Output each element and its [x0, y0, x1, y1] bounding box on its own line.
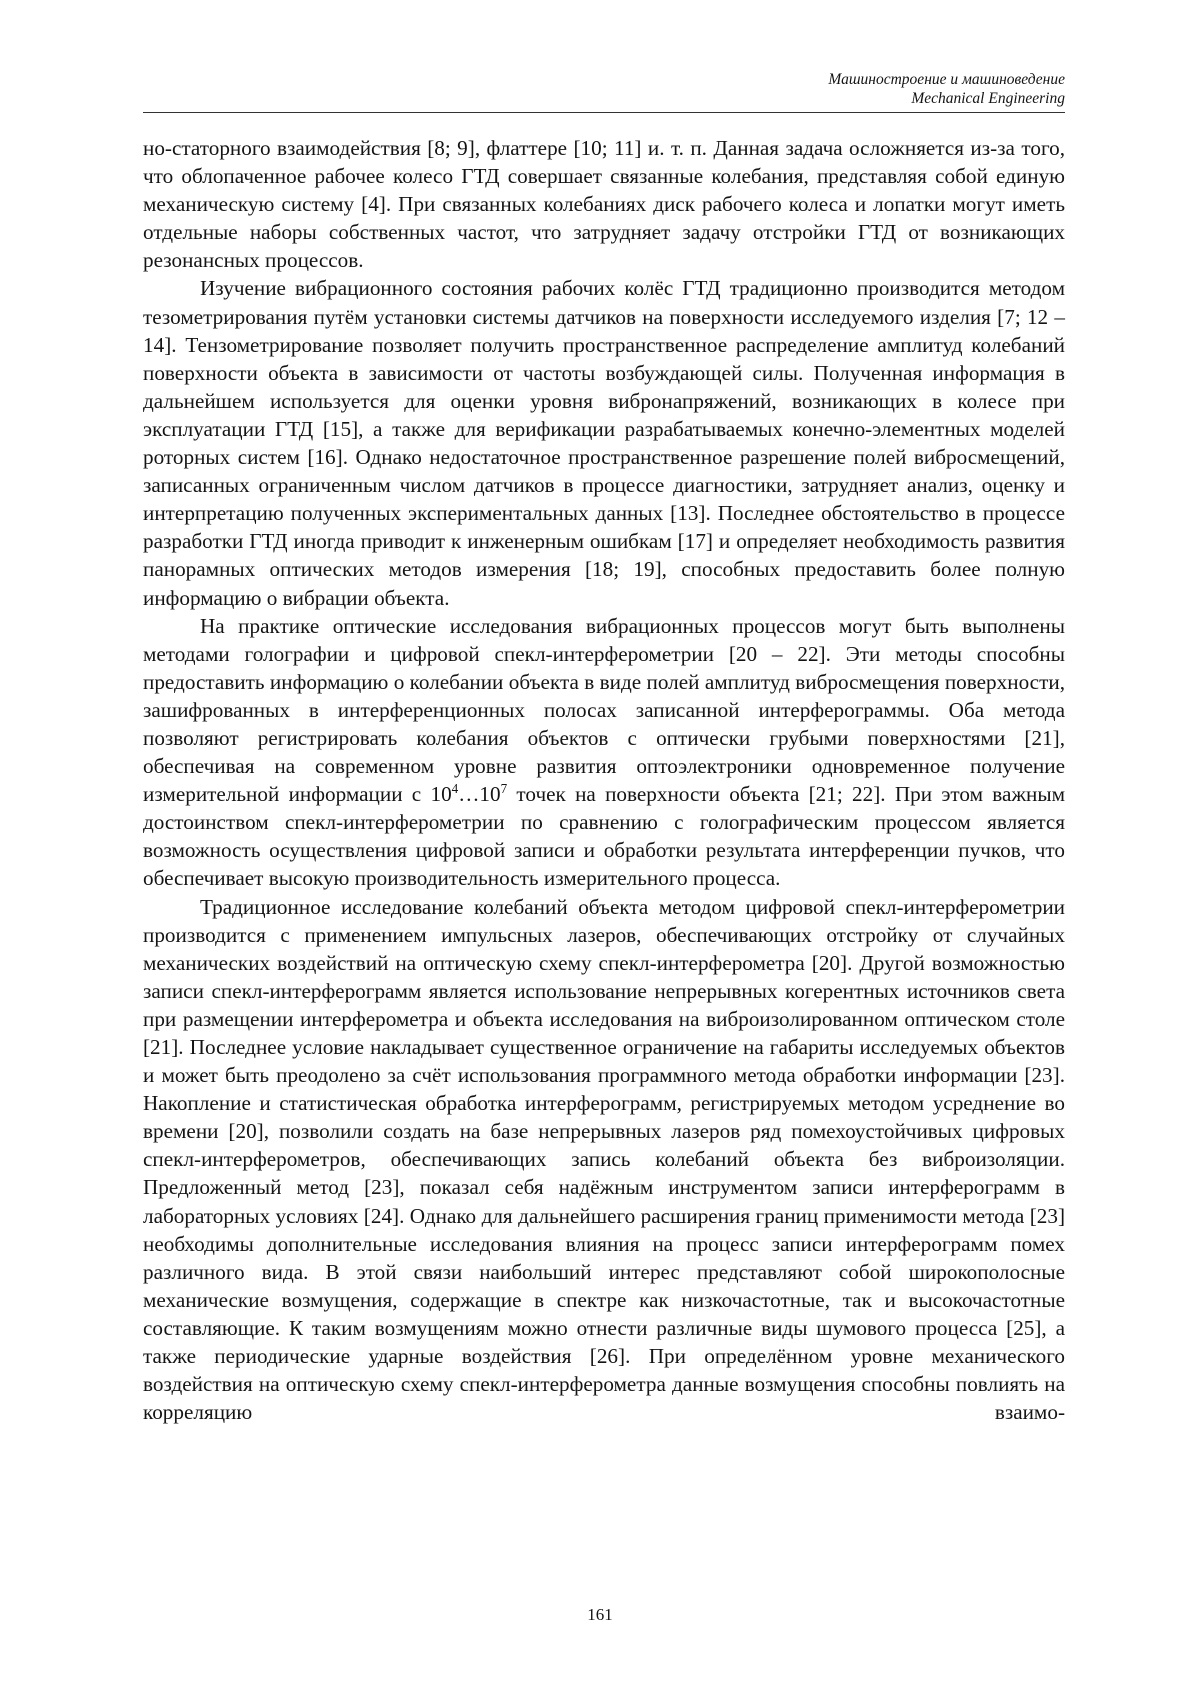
paragraph-3-text-end: точек на поверхности объекта [21; 22]. При этом важным достоинством спекл-интерферометрии по сравнению с голографическим процессом является возможность осуществления цифровой записи и обработки результата интерференции пучков, что обеспечивает высокую производительность измерительного процесса.	[143, 782, 1066, 891]
exponent-7: 7	[500, 781, 508, 797]
paragraph-1: но-статорного взаимодействия [8; 9], флаттере [10; 11] и. т. п. Данная задача осложняется из-за того, что облопаченное рабочее колесо ГТД совершает связанные колебания, представляя собой единую механическую систему [4]. При связанных колебаниях диск рабочего колеса и лопатки могут иметь отдельные наборы собственных частот, что затрудняет задачу отстройки ГТД от возникающих резонансных процессов.	[143, 136, 1065, 273]
paragraph-2: Изучение вибрационного состояния рабочих колёс ГТД традиционно производится методом тезометрирования путём установки системы датчиков на поверхности исследуемого изделия [7; 12 – 14]. Тензометрирование позволяет получить пространственное распределение амплитуд колебаний поверхности объекта в зависимости от частоты возбуждающей силы. Полученная информация в дальнейшем используется для оценки уровня вибронапряжений, возникающих в колесе при эксплуатации ГТД [15], а также для верификации разрабатываемых конечно-элементных моделей роторных систем [16]. Однако недостаточное пространственное разрешение полей вибросмещений, записанных ограниченным числом датчиков в процессе диагностики, затрудняет анализ, оценку и интерпретацию полученных экспериментальных данных [13]. Последнее обстоятельство в процессе разработки ГТД иногда приводит к инженерным ошибкам [17] и определяет необходимость развития панорамных оптических методов измерения [18; 19], способных предоставить более полную информацию о вибрации объекта.	[143, 276, 1065, 610]
running-header	[143, 70, 1065, 108]
exponent-4: 4	[451, 781, 459, 797]
paragraph-3-text-start: На практике оптические исследования вибрационных процессов могут быть выполнены методами голографии и цифровой спекл-интерферометрии [20 – 22]. Эти методы способны предоставить информацию о колебании объекта в виде полей амплитуд вибросмещения поверхности, зашифрованных в интерференционных полосах записанной интерферограммы. Оба метода позволяют регистрировать колебания объектов с оптически грубыми поверхностями [21], обеспечивая на современном уровне развития оптоэлектроники одновременное получение измерительной информации с 10	[143, 613, 1065, 807]
journal-title-ru: Машиностроение и машиноведение	[828, 71, 1065, 88]
paragraph-4: Традиционное исследование колебаний объекта методом цифровой спекл-интерферометрии производится с применением импульсных лазеров, обеспечивающих отстройку от случайных механических воздействий на оптическую схему спекл-интерферометра [20]. Другой возможностью записи спекл-интерферограмм является использование непрерывных когерентных источников света при размещении интерферометра и объекта исследования на виброизолированном оптическом столе [21]. Последнее условие накладывает существенное ограничение на габариты исследуемых объектов и может быть преодолено за счёт использования программного метода обработки информации [23]. Накопление и статистическая обработка интерферограмм, регистрируемых методом усреднение во времени [20], позволили создать на базе непрерывных лазеров ряд помехоустойчивых цифровых спекл-интерферометров, обеспечивающих запись колебаний объекта без виброизоляции. Предложенный метод [23], показал себя надёжным инструментом записи интерферограмм в лабораторных условиях [24]. Однако для дальнейшего расширения границ применимости метода [23] необходимы дополнительные исследования влияния на процесс записи интерферограмм помех различного вида. В этой связи наибольший интерес представляют собой широкополосные механические возмущения, содержащие в спектре как низкочастотные, так и высокочастотные составляющие. К таким возмущениям можно отнести различные виды шумового процесса [25], а также периодические ударные воздействия [26]. При определённом уровне механического воздействия на оптическую схему спекл-интерферометра данные возмущения способны повлиять на корреляцию взаимо-	[143, 894, 1065, 1425]
paragraph-3-text-range: …10	[458, 782, 501, 807]
journal-title-en: Mechanical Engineering	[911, 90, 1065, 107]
article-body	[143, 134, 1065, 1426]
page-number: 161	[587, 1605, 613, 1624]
paragraph-3	[143, 612, 1065, 893]
header-divider	[143, 112, 1065, 113]
